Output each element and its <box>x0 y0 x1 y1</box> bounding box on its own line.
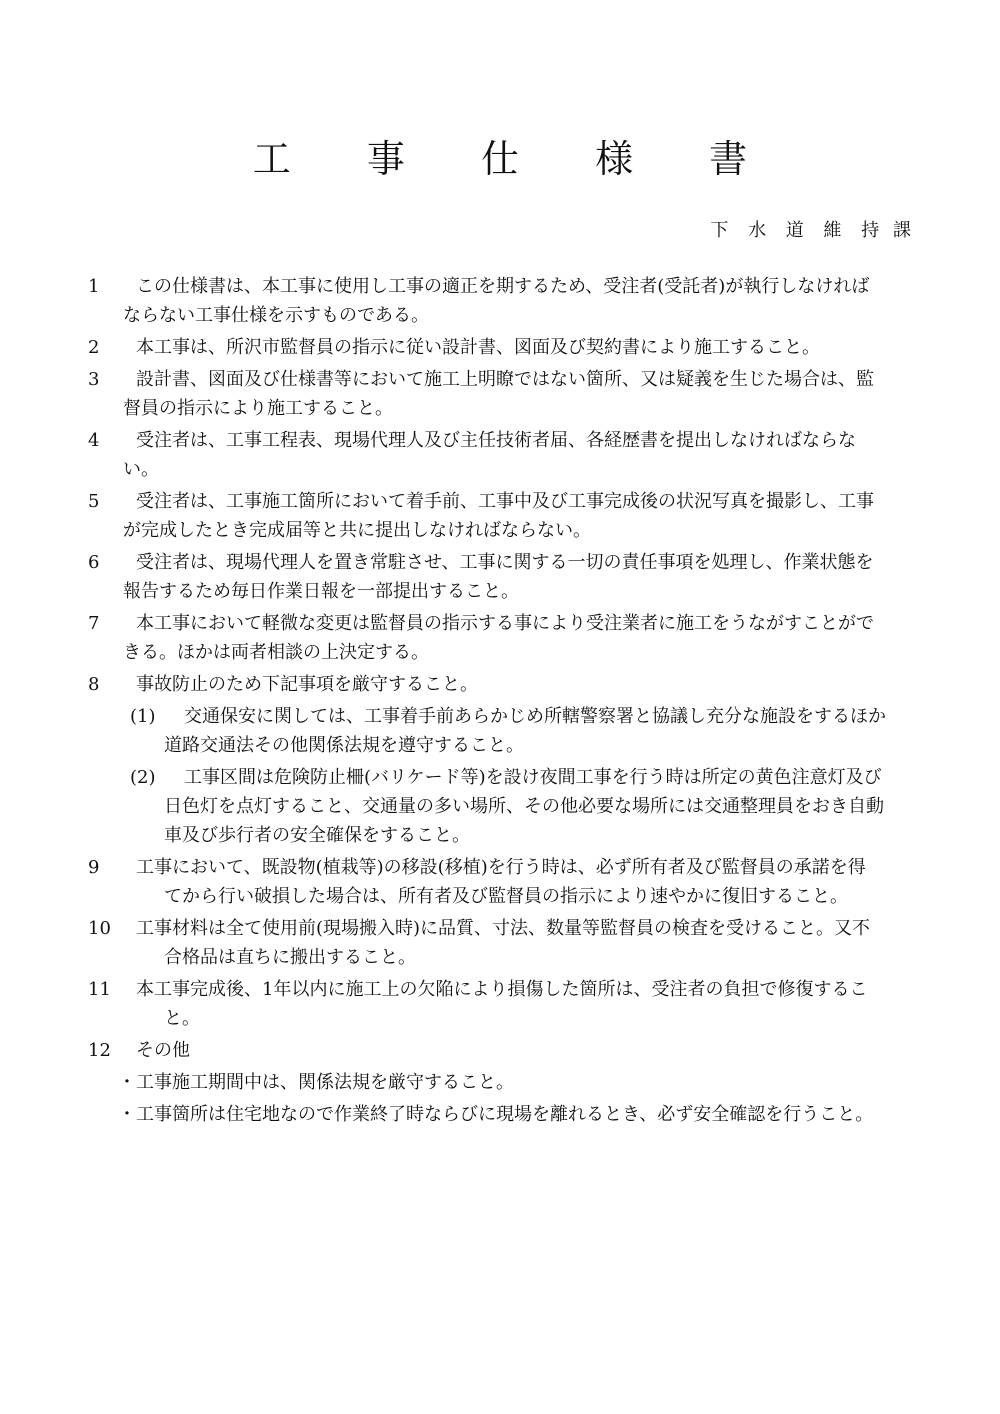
bullet-item: ・工事箇所は住宅地なので作業終了時ならびに現場を離れるとき、必ず安全確認を行うこと。 <box>118 1104 874 1125</box>
list-item <box>88 670 908 699</box>
item-number: 10 <box>88 918 111 939</box>
item-text: この仕様書は、本工事に使用し工事の適正を期するため、受注者(受託者)が執行しなければ <box>136 276 870 297</box>
item-text-cont: ならない工事仕様を示すものである。 <box>123 305 429 326</box>
item-text: 本工事において軽微な変更は監督員の指示する事により受注業者に施工をうながすことがで <box>136 613 874 634</box>
list-item <box>88 426 908 484</box>
dept-char: 道 <box>785 220 804 241</box>
dept-char: 持 <box>861 220 880 241</box>
item-number: 7 <box>88 613 100 634</box>
item-text-cont: てから行い破損した場合は、所有者及び監督員の指示により速やかに復旧すること。 <box>164 886 848 907</box>
item-text: 工事材料は全て使用前(現場搬入時)に品質、寸法、数量等監督員の検査を受けること。又不 <box>136 918 871 939</box>
item-text: 工事において、既設物(植栽等)の移設(移植)を行う時は、必ず所有者及び監督員の承諾を得 <box>136 857 866 878</box>
item-text-cont: が完成したとき完成届等と共に提出しなければならない。 <box>123 520 591 541</box>
list-item <box>88 1036 908 1065</box>
bullet-item: ・工事施工期間中は、関係法規を厳守すること。 <box>118 1072 514 1093</box>
sub-item-text-cont: 車及び歩行者の安全確保をすること。 <box>164 825 470 846</box>
item-text: その他 <box>136 1040 190 1061</box>
sub-item-text: 交通保安に関しては、工事着手前あらかじめ所轄警察署と協議し充分な施設をするほか <box>184 706 886 727</box>
sub-list-item <box>88 702 908 760</box>
list-item <box>88 975 908 1033</box>
title-char: 事 <box>366 137 405 181</box>
title-char: 様 <box>595 137 634 181</box>
sub-item-text-cont: 日色灯を点灯すること、交通量の多い場所、その他必要な場所には交通整理員をおき自動 <box>164 796 884 817</box>
item-number: 12 <box>88 1040 111 1061</box>
item-number: 3 <box>88 369 100 390</box>
list-item <box>88 548 908 606</box>
item-text-cont: い。 <box>123 459 159 480</box>
item-number: 1 <box>88 276 100 297</box>
item-number: 11 <box>88 979 111 1000</box>
item-text-cont: きる。ほかは両者相談の上決定する。 <box>123 642 429 663</box>
item-number: 9 <box>88 857 100 878</box>
sub-item-text: 工事区間は危険防止柵(バリケード等)を設け夜間工事を行う時は所定の黄色注意灯及び <box>184 767 882 788</box>
document-title <box>0 128 1000 183</box>
item-text-cont: 督員の指示により施工すること。 <box>123 398 393 419</box>
item-text: 受注者は、現場代理人を置き常駐させ、工事に関する一切の責任事項を処理し、作業状態を <box>136 552 874 573</box>
item-text-cont: 報告するため毎日作業日報を一部提出すること。 <box>123 581 519 602</box>
dept-char: 維 <box>823 220 842 241</box>
dept-char: 水 <box>748 220 767 241</box>
item-text: 事故防止のため下記事項を厳守すること。 <box>136 674 478 695</box>
item-number: 5 <box>88 491 100 512</box>
list-item <box>88 333 908 362</box>
list-item <box>88 914 908 972</box>
item-number: 8 <box>88 674 100 695</box>
dept-char: 下 <box>710 220 729 241</box>
list-item <box>88 365 908 423</box>
list-item <box>88 272 908 330</box>
item-text: 本工事完成後、1年以内に施工上の欠陥により損傷した箇所は、受注者の負担で修復するこ <box>136 979 868 1000</box>
item-number: 6 <box>88 552 100 573</box>
list-item <box>88 487 908 545</box>
title-char: 工 <box>252 137 291 181</box>
department-name <box>703 216 912 242</box>
list-item <box>88 853 908 911</box>
specification-list <box>88 272 908 1132</box>
item-text: 設計書、図面及び仕様書等において施工上明瞭ではない箇所、又は疑義を生じた場合は、監 <box>136 369 874 390</box>
dept-char: 課 <box>893 220 911 241</box>
item-text: 受注者は、工事施工箇所において着手前、工事中及び工事完成後の状況写真を撮影し、工事 <box>136 491 874 512</box>
sub-item-number: (1) <box>130 706 156 727</box>
sub-list-item <box>88 763 908 850</box>
item-text: 受注者は、工事工程表、現場代理人及び主任技術者届、各経歴書を提出しなければならな <box>136 430 856 451</box>
sub-item-text-cont: 道路交通法その他関係法規を遵守すること。 <box>164 735 524 756</box>
item-text-cont: 合格品は直ちに搬出すること。 <box>164 947 416 968</box>
title-char: 仕 <box>480 137 519 181</box>
list-item <box>88 609 908 667</box>
item-number: 2 <box>88 337 100 358</box>
item-number: 4 <box>88 430 100 451</box>
item-text-cont: と。 <box>164 1008 200 1029</box>
sub-item-number: (2) <box>130 767 156 788</box>
title-char: 書 <box>709 137 748 181</box>
item-text: 本工事は、所沢市監督員の指示に従い設計書、図面及び契約書により施工すること。 <box>136 337 820 358</box>
